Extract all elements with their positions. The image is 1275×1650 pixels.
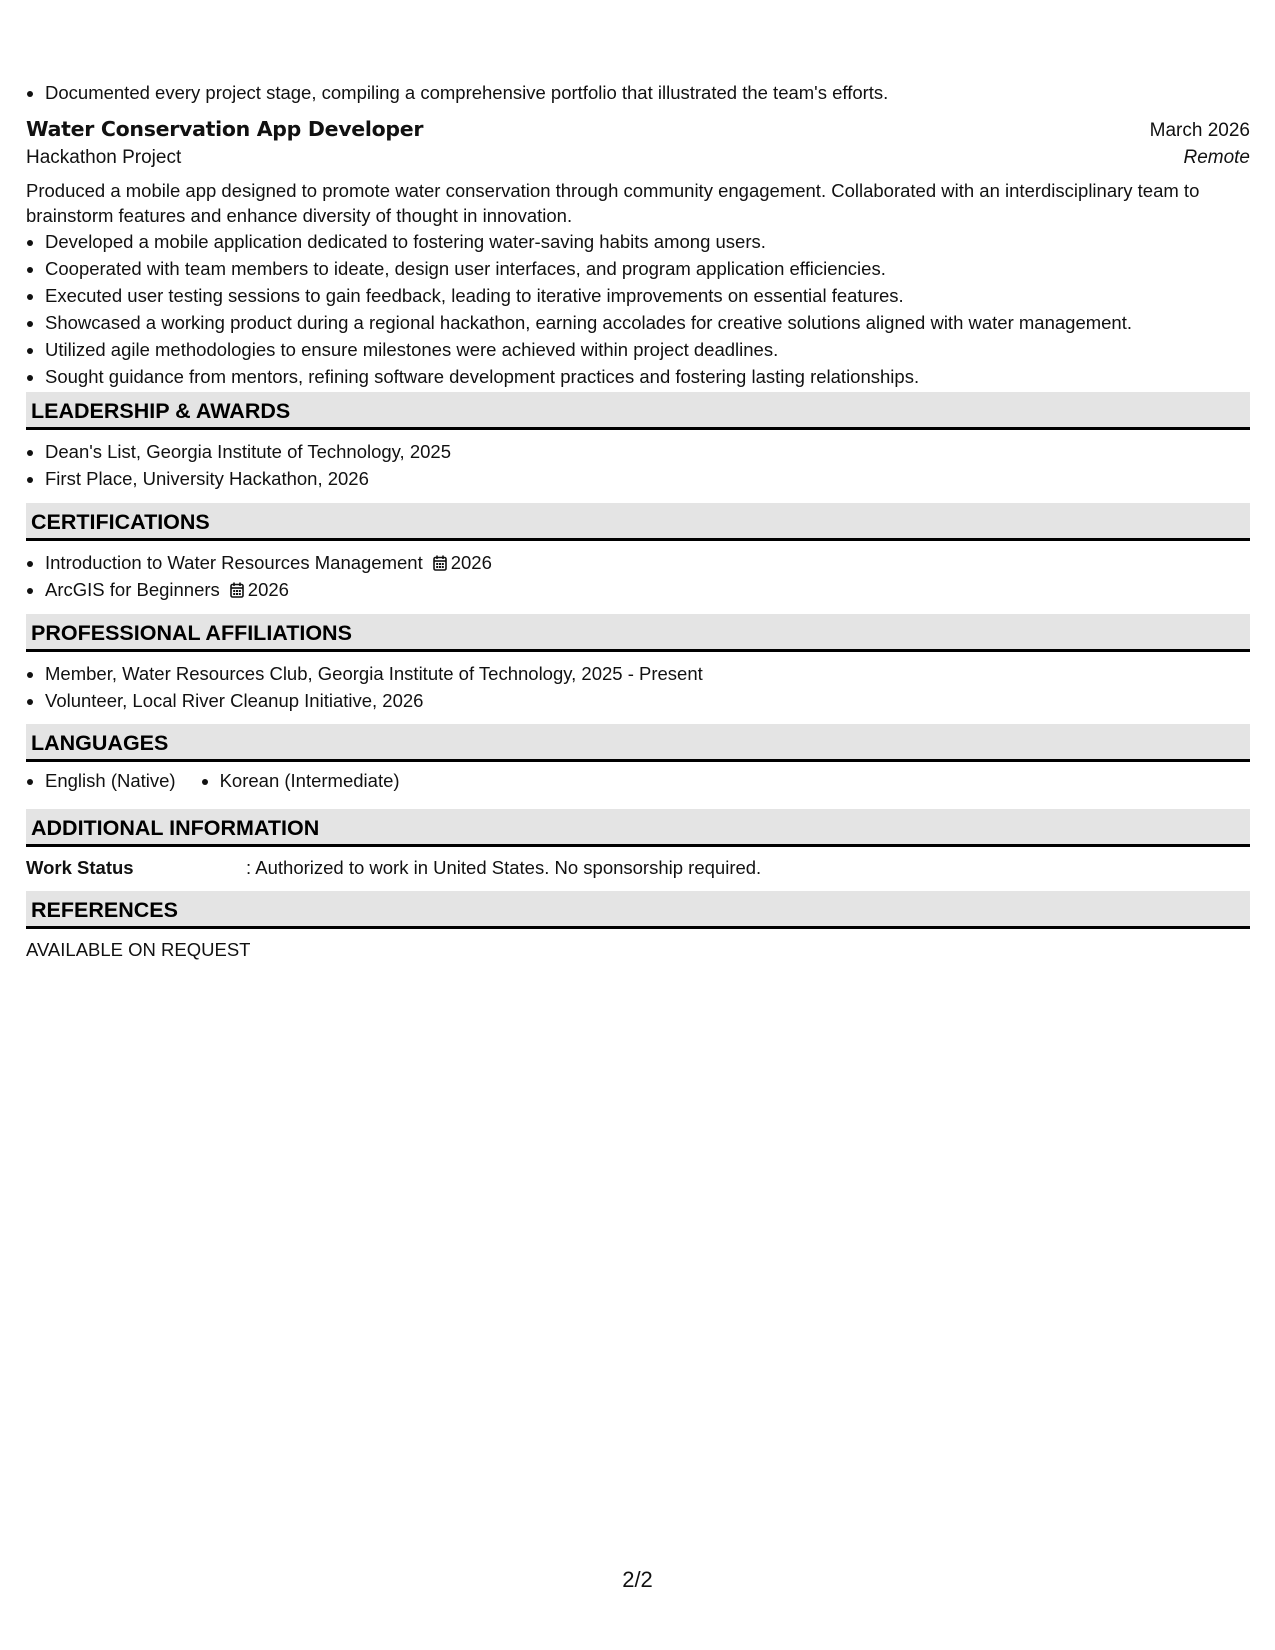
affiliations-section xyxy=(26,614,1250,714)
section-heading: CERTIFICATIONS xyxy=(26,503,1250,541)
list-item: • Cooperated with team members to ideate, design user interfaces, and program application efficiencies. xyxy=(45,255,1250,282)
leadership-section xyxy=(26,392,1250,492)
work-status-row xyxy=(26,847,1250,881)
job-entry xyxy=(26,117,1250,390)
list-item: • Korean (Intermediate) xyxy=(220,770,400,792)
calendar-icon xyxy=(230,582,244,598)
job-summary: Produced a mobile app designed to promote water conservation through community engagement. Collaborated with an interdisciplinary team to brainstorm features and enhance diversity of thought in innovation. xyxy=(26,180,1200,226)
references-section xyxy=(26,891,1250,963)
list-item xyxy=(45,576,1250,603)
previous-job-bullets xyxy=(26,79,1269,106)
job-bullets xyxy=(26,228,1250,390)
list-item: • Executed user testing sessions to gain feedback, leading to iterative improvements on essential features. xyxy=(45,282,1250,309)
job-header xyxy=(26,117,1250,142)
certification-name: Introduction to Water Resources Management xyxy=(45,552,423,573)
leadership-list xyxy=(26,438,1250,492)
list-item: • Documented every project stage, compiling a comprehensive portfolio that illustrated the team's efforts. xyxy=(45,79,1269,106)
job-location: Remote xyxy=(1183,147,1250,168)
languages-list xyxy=(26,762,1250,792)
affiliations-list xyxy=(26,660,1250,714)
certifications-list xyxy=(26,549,1250,603)
certifications-section xyxy=(26,503,1250,603)
list-item: • First Place, University Hackathon, 2026 xyxy=(45,465,1250,492)
list-item: • Showcased a working product during a regional hackathon, earning accolades for creative solutions aligned with water management. xyxy=(45,309,1250,336)
list-item: • Volunteer, Local River Cleanup Initiative, 2026 xyxy=(45,687,1250,714)
list-item: • Sought guidance from mentors, refining software development practices and fostering lasting relationships. xyxy=(45,363,1250,390)
work-status-value: : Authorized to work in United States. No sponsorship required. xyxy=(246,857,762,878)
list-item: • Dean's List, Georgia Institute of Technology, 2025 xyxy=(45,438,1250,465)
list-item xyxy=(45,549,1250,576)
section-heading: REFERENCES xyxy=(26,891,1250,929)
calendar-icon xyxy=(433,555,447,571)
job-subheader xyxy=(26,147,1250,169)
certification-year: 2026 xyxy=(247,579,289,600)
certification-year: 2026 xyxy=(450,552,492,573)
job-title: Water Conservation App Developer xyxy=(26,117,424,141)
job-organization: Hackathon Project xyxy=(26,147,182,168)
languages-section xyxy=(26,724,1250,792)
section-heading: LANGUAGES xyxy=(26,724,1250,762)
section-heading: ADDITIONAL INFORMATION xyxy=(26,809,1250,847)
certification-name: ArcGIS for Beginners xyxy=(45,579,220,600)
list-item: • Developed a mobile application dedicated to fostering water-saving habits among users. xyxy=(45,228,1250,255)
job-date: March 2026 xyxy=(1149,120,1250,141)
page-number: 2/2 xyxy=(622,1567,653,1592)
list-item: • Member, Water Resources Club, Georgia Institute of Technology, 2025 - Present xyxy=(45,660,1250,687)
additional-info-section xyxy=(26,809,1250,881)
work-status-label: Work Status xyxy=(26,857,134,878)
section-heading: PROFESSIONAL AFFILIATIONS xyxy=(26,614,1250,652)
references-text: AVAILABLE ON REQUEST xyxy=(26,939,251,960)
list-item: • Utilized agile methodologies to ensure milestones were achieved within project deadlines. xyxy=(45,336,1250,363)
list-item: • English (Native) xyxy=(45,770,176,792)
section-heading: LEADERSHIP & AWARDS xyxy=(26,392,1250,430)
